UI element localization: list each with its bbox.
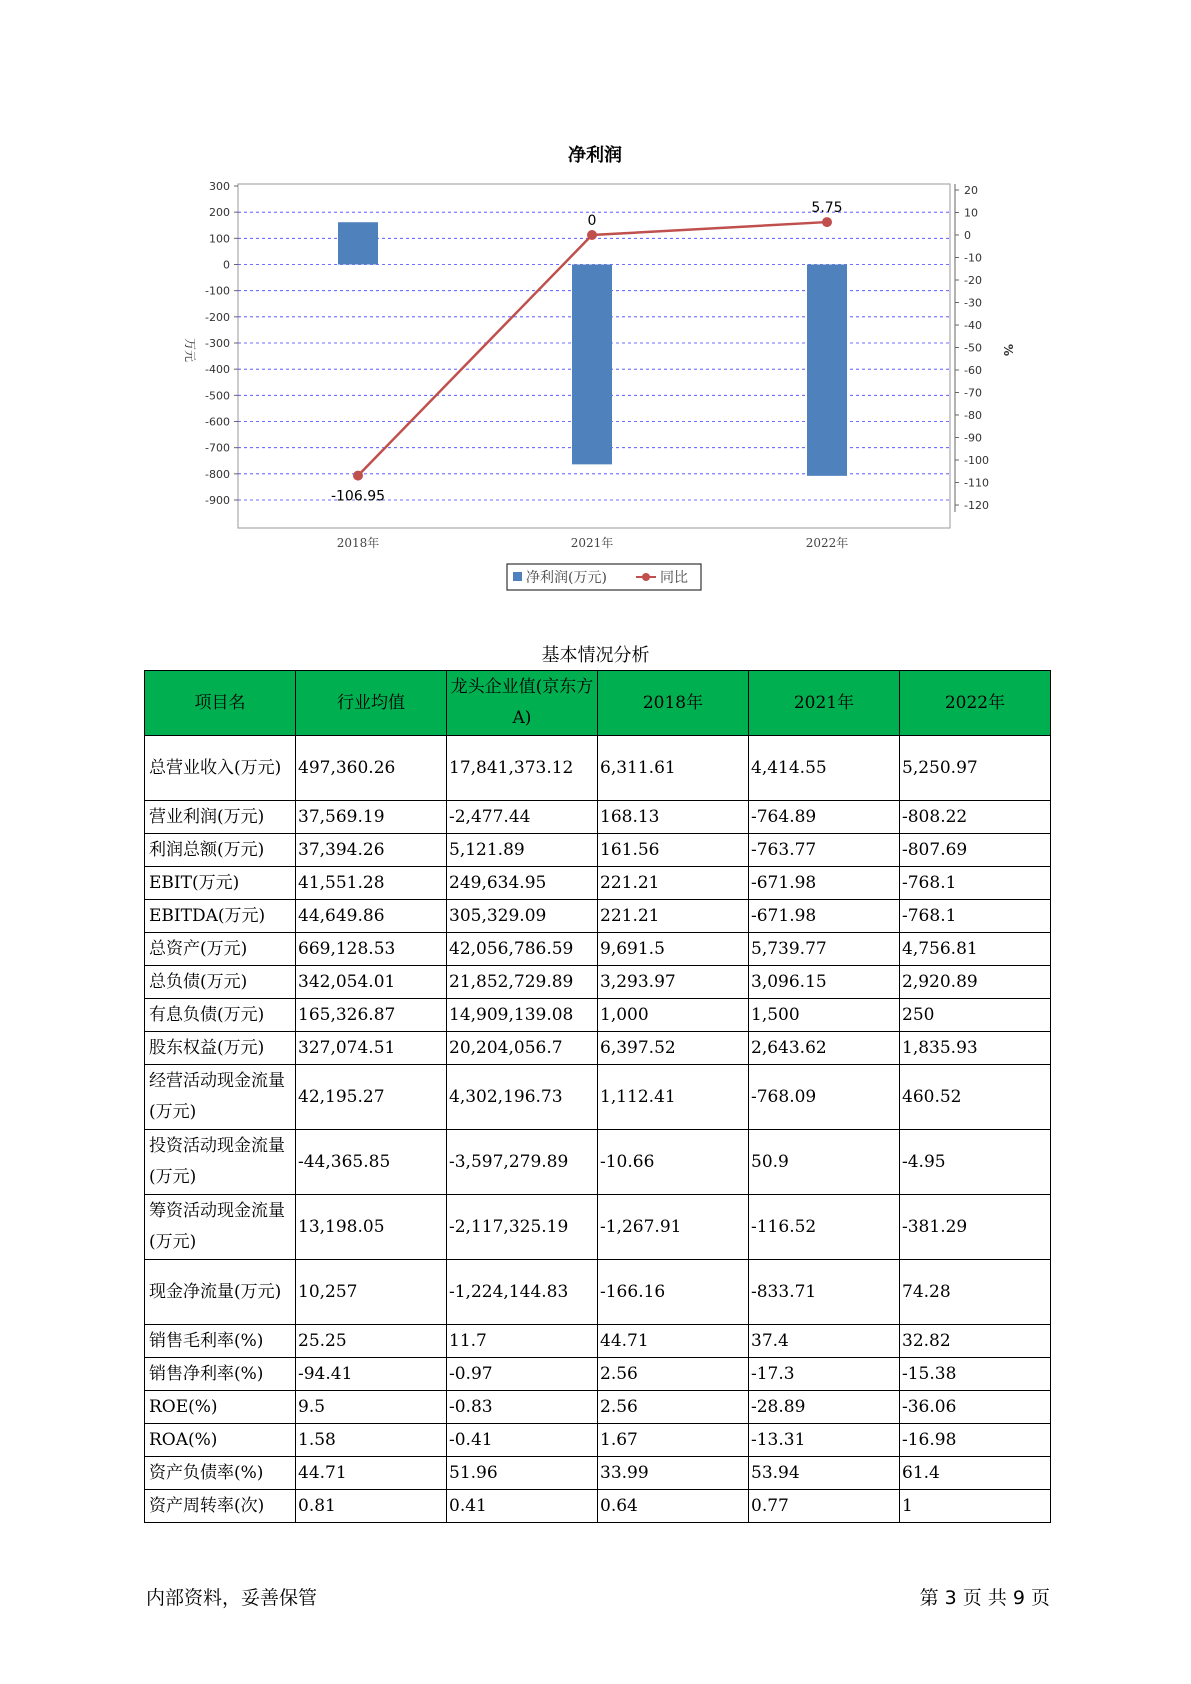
row-label-cell: EBIT(万元) — [145, 867, 296, 900]
table-cell: 42,056,786.59 — [447, 933, 598, 966]
table-cell: -17.3 — [749, 1358, 900, 1391]
table-cell: 44.71 — [598, 1325, 749, 1358]
table-cell: -768.1 — [900, 867, 1051, 900]
row-label-cell: 现金净流量(万元) — [145, 1260, 296, 1325]
row-label-cell: 销售毛利率(%) — [145, 1325, 296, 1358]
table-cell: 33.99 — [598, 1457, 749, 1490]
table-cell: 327,074.51 — [296, 1032, 447, 1065]
x-tick-label: 2018年 — [336, 536, 380, 550]
legend-line-marker — [642, 573, 650, 581]
table-cell: 42,195.27 — [296, 1065, 447, 1130]
table-row — [145, 1490, 1051, 1523]
table-cell: 0.41 — [447, 1490, 598, 1523]
table-cell: 4,756.81 — [900, 933, 1051, 966]
header-2018: 2018年 — [598, 671, 749, 736]
table-cell: 221.21 — [598, 900, 749, 933]
table-cell: 1,500 — [749, 999, 900, 1032]
x-tick-label: 2022年 — [805, 536, 849, 550]
row-label-cell: 总负债(万元) — [145, 966, 296, 999]
table-cell: 9,691.5 — [598, 933, 749, 966]
table-cell: 0.77 — [749, 1490, 900, 1523]
table-body — [145, 736, 1051, 1523]
table-row — [145, 1358, 1051, 1391]
right-tick-label: -20 — [964, 274, 982, 287]
table-row — [145, 999, 1051, 1032]
table-cell: -763.77 — [749, 834, 900, 867]
table-row — [145, 1325, 1051, 1358]
row-label-cell: 资产负债率(%) — [145, 1457, 296, 1490]
right-tick-label: -90 — [964, 431, 982, 445]
table-cell: -4.95 — [900, 1130, 1051, 1195]
table-row — [145, 1457, 1051, 1490]
header-leader-value: 龙头企业值(京东方A) — [447, 671, 598, 736]
right-tick-label: 20 — [964, 184, 978, 197]
table-cell: -94.41 — [296, 1358, 447, 1391]
table-cell: 669,128.53 — [296, 933, 447, 966]
table-row — [145, 1424, 1051, 1457]
row-label-cell: 总营业收入(万元) — [145, 736, 296, 801]
footer-page-number: 第 3 页 共 9 页 — [919, 1587, 1050, 1609]
row-label-cell: 销售净利率(%) — [145, 1358, 296, 1391]
table-cell: -768.09 — [749, 1065, 900, 1130]
table-cell: -764.89 — [749, 801, 900, 834]
right-tick-label: -40 — [964, 319, 982, 332]
left-tick-label: 100 — [209, 232, 230, 246]
table-cell: -13.31 — [749, 1424, 900, 1457]
table-cell: 32.82 — [900, 1325, 1051, 1358]
yoy-data-label: 5.75 — [811, 200, 843, 217]
right-tick-label: -50 — [964, 341, 982, 355]
net-profit-chart — [0, 0, 1191, 600]
table-row — [145, 1195, 1051, 1260]
table-cell: 4,414.55 — [749, 736, 900, 801]
yoy-data-label: -106.95 — [330, 488, 386, 505]
table-cell: 44,649.86 — [296, 900, 447, 933]
table-cell: 25.25 — [296, 1325, 447, 1358]
table-cell: -116.52 — [749, 1195, 900, 1260]
table-cell: 20,204,056.7 — [447, 1032, 598, 1065]
legend-line-label: 同比 — [660, 570, 688, 586]
table-cell: 37,394.26 — [296, 834, 447, 867]
table-cell: 3,293.97 — [598, 966, 749, 999]
row-label-cell: 有息负债(万元) — [145, 999, 296, 1032]
right-tick-label: -120 — [964, 499, 989, 512]
row-label-cell: 总资产(万元) — [145, 933, 296, 966]
left-tick-label: -300 — [205, 337, 230, 350]
right-tick-label: 10 — [964, 206, 978, 220]
header-item-name: 项目名 — [145, 671, 296, 736]
table-cell: 1 — [900, 1490, 1051, 1523]
table-row — [145, 867, 1051, 900]
table-cell: -2,477.44 — [447, 801, 598, 834]
footer-confidential: 内部资料，妥善保管 — [146, 1587, 318, 1609]
right-tick-label: 0 — [964, 229, 971, 242]
table-cell: -166.16 — [598, 1260, 749, 1325]
row-label-cell: 股东权益(万元) — [145, 1032, 296, 1065]
right-tick-label: -10 — [964, 251, 982, 265]
table-row — [145, 834, 1051, 867]
row-label-cell: 资产周转率(次) — [145, 1490, 296, 1523]
table-cell: -808.22 — [900, 801, 1051, 834]
table-cell: 460.52 — [900, 1065, 1051, 1130]
table-cell: 342,054.01 — [296, 966, 447, 999]
right-tick-label: -100 — [964, 454, 989, 467]
table-cell: 250 — [900, 999, 1051, 1032]
table-cell: -0.97 — [447, 1358, 598, 1391]
table-cell: -16.98 — [900, 1424, 1051, 1457]
right-axis-label: % — [1001, 343, 1015, 357]
table-row — [145, 1032, 1051, 1065]
table-cell: 17,841,373.12 — [447, 736, 598, 801]
left-tick-label: -400 — [205, 363, 230, 377]
left-tick-label: -500 — [205, 389, 230, 403]
table-cell: 61.4 — [900, 1457, 1051, 1490]
table-cell: 74.28 — [900, 1260, 1051, 1325]
left-tick-label: -900 — [205, 494, 230, 507]
table-row — [145, 933, 1051, 966]
row-label-cell: 投资活动现金流量(万元) — [145, 1130, 296, 1195]
table-cell: -1,267.91 — [598, 1195, 749, 1260]
x-tick-label: 2021年 — [570, 536, 614, 550]
yoy-point — [822, 217, 832, 227]
table-row — [145, 1391, 1051, 1424]
table-cell: 5,121.89 — [447, 834, 598, 867]
table-cell: 5,739.77 — [749, 933, 900, 966]
table-cell: -1,224,144.83 — [447, 1260, 598, 1325]
left-tick-label: 200 — [209, 206, 230, 220]
table-cell: 41,551.28 — [296, 867, 447, 900]
table-cell: 50.9 — [749, 1130, 900, 1195]
table-cell: 2,643.62 — [749, 1032, 900, 1065]
right-tick-label: -60 — [964, 364, 982, 377]
table-title: 基本情况分析 — [541, 645, 650, 666]
table-cell: 21,852,729.89 — [447, 966, 598, 999]
table-cell: 221.21 — [598, 867, 749, 900]
bar — [338, 222, 378, 264]
yoy-point — [587, 230, 597, 240]
row-label-cell: 经营活动现金流量(万元) — [145, 1065, 296, 1130]
header-industry-avg: 行业均值 — [296, 671, 447, 736]
table-cell: -28.89 — [749, 1391, 900, 1424]
table-cell: 2.56 — [598, 1391, 749, 1424]
table-cell: -44,365.85 — [296, 1130, 447, 1195]
table-cell: 161.56 — [598, 834, 749, 867]
table-header-row — [145, 671, 1051, 736]
header-2021: 2021年 — [749, 671, 900, 736]
table-cell: -0.83 — [447, 1391, 598, 1424]
table-cell: 9.5 — [296, 1391, 447, 1424]
left-tick-label: 300 — [209, 180, 230, 193]
chart-title: 净利润 — [568, 145, 622, 166]
left-tick-label: -100 — [205, 284, 230, 298]
table-cell: 6,311.61 — [598, 736, 749, 801]
table-cell: 305,329.09 — [447, 900, 598, 933]
right-tick-label: -70 — [964, 386, 982, 400]
analysis-table — [144, 670, 1051, 1523]
left-tick-label: -800 — [205, 467, 230, 481]
table-cell: -0.41 — [447, 1424, 598, 1457]
table-row — [145, 1260, 1051, 1325]
table-cell: 10,257 — [296, 1260, 447, 1325]
chart-canvas — [0, 0, 1191, 600]
yoy-data-label: 0 — [587, 213, 597, 229]
left-tick-label: -600 — [205, 415, 230, 429]
right-tick-label: -110 — [964, 476, 989, 490]
table-cell: 0.81 — [296, 1490, 447, 1523]
left-tick-label: 0 — [223, 258, 230, 272]
right-tick-label: -80 — [964, 409, 982, 422]
table-cell: 1,835.93 — [900, 1032, 1051, 1065]
table-cell: 14,909,139.08 — [447, 999, 598, 1032]
table-cell: 5,250.97 — [900, 736, 1051, 801]
table-cell: -2,117,325.19 — [447, 1195, 598, 1260]
table-cell: -671.98 — [749, 900, 900, 933]
bar — [807, 265, 847, 476]
table-cell: -807.69 — [900, 834, 1051, 867]
header-2022: 2022年 — [900, 671, 1051, 736]
table-cell: 2,920.89 — [900, 966, 1051, 999]
left-axis-label: 万元 — [183, 337, 197, 363]
table-cell: 2.56 — [598, 1358, 749, 1391]
table-cell: 168.13 — [598, 801, 749, 834]
table-cell: 1,112.41 — [598, 1065, 749, 1130]
table-row — [145, 736, 1051, 801]
table-cell: 13,198.05 — [296, 1195, 447, 1260]
left-tick-label: -700 — [205, 441, 230, 455]
table-cell: -768.1 — [900, 900, 1051, 933]
table-cell: 1,000 — [598, 999, 749, 1032]
table-row — [145, 1130, 1051, 1195]
row-label-cell: ROA(%) — [145, 1424, 296, 1457]
table-cell: 37.4 — [749, 1325, 900, 1358]
table-cell: 1.67 — [598, 1424, 749, 1457]
table-cell: -10.66 — [598, 1130, 749, 1195]
table-cell: 4,302,196.73 — [447, 1065, 598, 1130]
table-cell: 6,397.52 — [598, 1032, 749, 1065]
table-cell: -36.06 — [900, 1391, 1051, 1424]
table-cell: -15.38 — [900, 1358, 1051, 1391]
table-cell: 165,326.87 — [296, 999, 447, 1032]
yoy-point — [353, 471, 363, 481]
table-cell: 44.71 — [296, 1457, 447, 1490]
legend-bar-swatch — [513, 572, 522, 581]
table-cell: -833.71 — [749, 1260, 900, 1325]
table-cell: 3,096.15 — [749, 966, 900, 999]
table-cell: -671.98 — [749, 867, 900, 900]
table-row — [145, 1065, 1051, 1130]
table-row — [145, 966, 1051, 999]
table-cell: 1.58 — [296, 1424, 447, 1457]
row-label-cell: 利润总额(万元) — [145, 834, 296, 867]
table-cell: 53.94 — [749, 1457, 900, 1490]
row-label-cell: 营业利润(万元) — [145, 801, 296, 834]
table-cell: 249,634.95 — [447, 867, 598, 900]
table-cell: 497,360.26 — [296, 736, 447, 801]
legend-bar-label: 净利润(万元) — [526, 570, 607, 586]
table-row — [145, 900, 1051, 933]
row-label-cell: EBITDA(万元) — [145, 900, 296, 933]
table-row — [145, 801, 1051, 834]
bar — [572, 265, 612, 465]
row-label-cell: 筹资活动现金流量(万元) — [145, 1195, 296, 1260]
table-cell: 51.96 — [447, 1457, 598, 1490]
right-tick-label: -30 — [964, 296, 982, 310]
table-cell: 0.64 — [598, 1490, 749, 1523]
table-cell: 37,569.19 — [296, 801, 447, 834]
row-label-cell: ROE(%) — [145, 1391, 296, 1424]
table-cell: -381.29 — [900, 1195, 1051, 1260]
left-tick-label: -200 — [205, 310, 230, 324]
table-cell: 11.7 — [447, 1325, 598, 1358]
table-cell: -3,597,279.89 — [447, 1130, 598, 1195]
